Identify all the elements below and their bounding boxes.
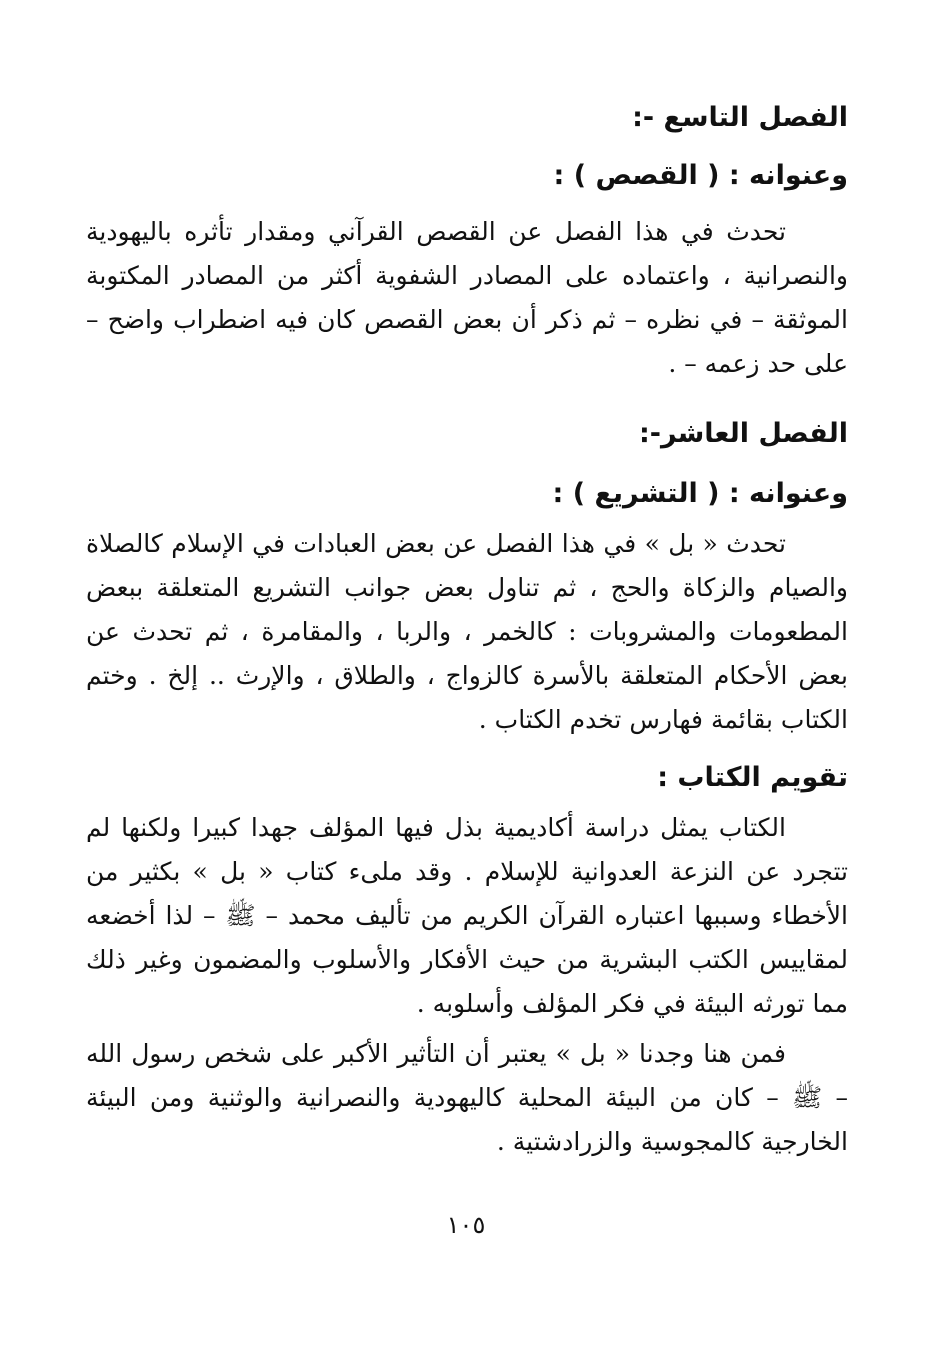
chapter10-body: [86, 522, 848, 742]
chapter10-heading: الفصل العاشر-:: [638, 418, 848, 449]
evaluation-body-2: [86, 1032, 848, 1164]
chapter9-title: وعنوانه : ( القصص ) :: [553, 160, 848, 191]
chapter10-title: وعنوانه : ( التشريع ) :: [552, 478, 848, 509]
chapter9-heading: الفصل التاسع -:: [632, 102, 848, 133]
evaluation-heading: تقويم الكتاب :: [657, 762, 848, 793]
chapter9-paragraph: تحدث في هذا الفصل عن القصص القرآني ومقدار تأثره باليهودية والنصرانية ، واعتماده على المصادر الشفوية أكثر من المصادر المكتوبة الموثقة – في نظره – ثم ذكر أن بعض القصص كان فيه اضطراب واضح – على حد زعمه – .: [86, 217, 848, 378]
chapter10-paragraph: تحدث « بل » في هذا الفصل عن بعض العبادات في الإسلام كالصلاة والصيام والزكاة والحج ، ثم تناول بعض جوانب التشريع المتعلقة ببعض المطعومات والمشروبات : كالخمر ، والربا ، والمقامرة ، ثم تحدث عن بعض الأحكام المتعلقة بالأسرة كالزواج ، والطلاق ، والإرث .. إلخ . وختم الكتاب بقائمة فهارس تخدم الكتاب .: [86, 529, 848, 734]
evaluation-paragraph-1: الكتاب يمثل دراسة أكاديمية بذل فيها المؤلف جهدا كبيرا ولكنها لم تتجرد عن النزعة العدوانية للإسلام . وقد ملىء كتاب « بل » بكثير من الأخطاء وسببها اعتباره القرآن الكريم من تأليف محمد – ﷺ – لذا أخضعه لمقاييس الكتب البشرية من حيث الأفكار والأسلوب والمضمون وغير ذلك مما تورثه البيئة في فكر المؤلف وأسلوبه .: [86, 813, 848, 1018]
evaluation-paragraph-2: فمن هنا وجدنا « بل » يعتبر أن التأثير الأكبر على شخص رسول الله – ﷺ – كان من البيئة المحلية كاليهودية والنصرانية والوثنية ومن البيئة الخارجية كالمجوسية والزرادشتية .: [86, 1039, 848, 1156]
chapter9-body: [86, 210, 848, 386]
page-number: ١٠٥: [446, 1211, 486, 1239]
evaluation-body-1: [86, 806, 848, 1026]
